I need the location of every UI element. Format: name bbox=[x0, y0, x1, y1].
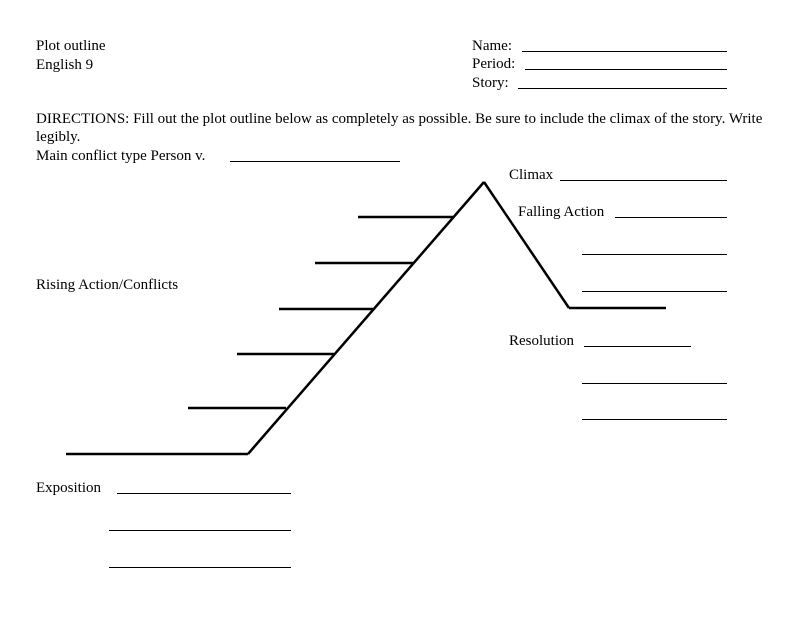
resolution-blank-2[interactable] bbox=[582, 383, 727, 384]
name-label: Name: bbox=[472, 38, 512, 54]
rising-action-line bbox=[248, 182, 484, 454]
resolution-blank-3[interactable] bbox=[582, 419, 727, 420]
exposition-blank-1[interactable] bbox=[117, 493, 291, 494]
falling-action-label: Falling Action bbox=[518, 204, 605, 220]
falling-action-blank-1[interactable] bbox=[615, 217, 727, 218]
period-label: Period: bbox=[472, 56, 516, 72]
resolution-label: Resolution bbox=[509, 333, 575, 349]
worksheet-title: Plot outline bbox=[36, 38, 106, 54]
exposition-blank-3[interactable] bbox=[109, 567, 291, 568]
rising-action-label: Rising Action/Conflicts bbox=[36, 277, 179, 293]
resolution-blank-1[interactable] bbox=[584, 346, 691, 347]
directions-text: DIRECTIONS: Fill out the plot outline below as completely as possible. Be sure to include the climax of the story. Write legibly. bbox=[36, 111, 763, 145]
exposition-blank-2[interactable] bbox=[109, 530, 291, 531]
exposition-label: Exposition bbox=[36, 480, 102, 496]
falling-action-blank-2[interactable] bbox=[582, 254, 727, 255]
climax-label: Climax bbox=[509, 167, 554, 183]
falling-action-blank-3[interactable] bbox=[582, 291, 727, 292]
story-label: Story: bbox=[472, 75, 509, 91]
climax-blank[interactable] bbox=[560, 180, 727, 181]
course-name: English 9 bbox=[36, 57, 94, 73]
falling-action-line bbox=[484, 182, 569, 308]
conflict-label: Main conflict type Person v. bbox=[36, 148, 206, 164]
